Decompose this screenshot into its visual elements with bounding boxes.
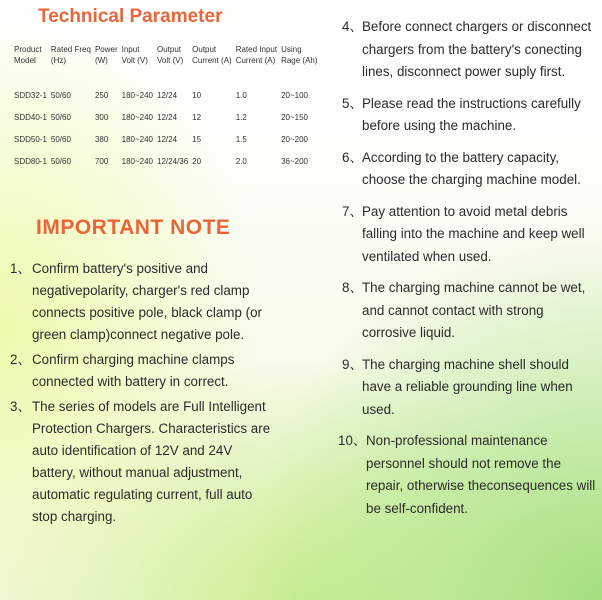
notes-list-left	[0, 258, 300, 531]
note-item-6	[300, 147, 602, 192]
table-cell: 36~200	[281, 156, 308, 166]
note-text: Please read the instructions carefully before using the machine.	[362, 95, 581, 133]
table-cell: 20~200	[281, 134, 308, 144]
important-note-title: IMPORTANT NOTE	[36, 216, 231, 239]
note-number: 1、	[10, 261, 31, 276]
table-cell: 50/60	[50, 90, 71, 100]
table-cell: 1.5	[235, 134, 247, 144]
table-cell: 180~240	[121, 90, 153, 100]
table-header-row	[12, 44, 320, 84]
table-cell: 50/60	[50, 156, 71, 166]
note-text: Pay attention to avoid metal debris falling into the machine and keep well ventilated when used.	[362, 203, 585, 264]
table-cell: SDD50-1	[14, 134, 47, 144]
note-number: 9、	[342, 356, 363, 372]
table-cell: 15	[192, 134, 202, 144]
note-number: 3、	[10, 399, 31, 414]
table-cell: 20	[192, 156, 202, 166]
note-text: The charging machine cannot be wet, and cannot contact with strong corrosive liquid.	[362, 280, 586, 340]
table-cell: 50/60	[50, 112, 71, 122]
note-number: 5、	[342, 95, 363, 111]
col-input-volt: Input Volt (V)	[121, 45, 148, 65]
note-item-3	[0, 396, 300, 528]
table-cell: 20~150	[281, 112, 308, 122]
col-rated-input-current: Rated Input Current (A)	[235, 45, 278, 65]
right-column	[300, 0, 602, 600]
note-item-2	[0, 349, 300, 393]
table-cell: 10	[192, 90, 202, 100]
col-rated-freq: Rated Freq (Hz)	[50, 45, 91, 65]
table-cell: 700	[94, 156, 109, 166]
table-cell: 12/24/36	[157, 156, 189, 166]
col-using-range: Using Rage (Ah)	[281, 45, 318, 65]
note-item-8	[300, 277, 602, 345]
note-number: 6、	[342, 149, 363, 165]
table-cell: SDD80-1	[14, 156, 47, 166]
table-row	[12, 84, 320, 106]
table-cell: 12/24	[157, 134, 178, 144]
note-item-9	[300, 354, 602, 422]
table-cell: 20~100	[281, 90, 308, 100]
note-number: 10、	[338, 433, 367, 448]
note-item-7	[300, 201, 602, 269]
table-cell: 180~240	[121, 156, 153, 166]
table-cell: 12/24	[157, 112, 178, 122]
table-cell: SDD40-1	[14, 112, 47, 122]
col-output-volt: Output Volt (V)	[157, 45, 184, 65]
col-output-current: Output Current (A)	[192, 45, 232, 65]
table-cell: 1.0	[235, 90, 247, 100]
technical-parameter-table	[12, 44, 320, 172]
note-number: 4、	[342, 19, 363, 34]
note-number: 7、	[342, 203, 363, 219]
note-text: Confirm battery's positive and negativepolarity, charger's red clamp connects positive pole, black clamp (or green clamp)connect negative pole.	[32, 261, 262, 342]
note-item-4	[300, 16, 602, 84]
note-text: The charging machine shell should have a reliable grounding line when used.	[362, 356, 573, 417]
table-cell: 300	[94, 112, 109, 122]
table-row	[12, 150, 320, 172]
table-row	[12, 128, 320, 150]
note-item-10	[300, 430, 602, 520]
note-text: Confirm charging machine clamps connected with battery in correct.	[32, 352, 235, 389]
table-cell: 12/24	[157, 90, 178, 100]
note-text: The series of models are Full Intelligent Protection Chargers. Characteristics are auto identification of 12V and 24V battery, without manual adjustment, automatic regulating current, full auto stop charging.	[32, 399, 271, 524]
table-cell: 180~240	[121, 112, 153, 122]
table-row	[12, 106, 320, 128]
table-cell: 12	[192, 112, 202, 122]
note-text: Non-professional maintenance personnel should not remove the repair, otherwise theconsequences will be self-confident.	[366, 433, 596, 516]
technical-parameter-title: Technical Parameter	[38, 6, 223, 27]
note-item-5	[300, 93, 602, 138]
table-cell: 250	[94, 90, 109, 100]
table-cell: 1.2	[235, 112, 247, 122]
notes-list-right	[300, 16, 602, 529]
table-cell: SDD32-1	[14, 90, 47, 100]
col-product-model: Product Model	[14, 45, 42, 65]
table-cell: 2.0	[235, 156, 247, 166]
note-text: According to the battery capacity, choose the charging machine model.	[362, 149, 581, 187]
note-item-1	[0, 258, 300, 346]
table-cell: 380	[94, 134, 109, 144]
table-cell: 50/60	[50, 134, 71, 144]
note-number: 2、	[10, 352, 31, 367]
note-number: 8、	[342, 280, 363, 295]
col-power: Power (W)	[94, 45, 118, 65]
table-cell: 180~240	[121, 134, 153, 144]
note-text: Before connect chargers or disconnect chargers from the battery's conecting lines, disconnect power suply first.	[362, 19, 592, 79]
